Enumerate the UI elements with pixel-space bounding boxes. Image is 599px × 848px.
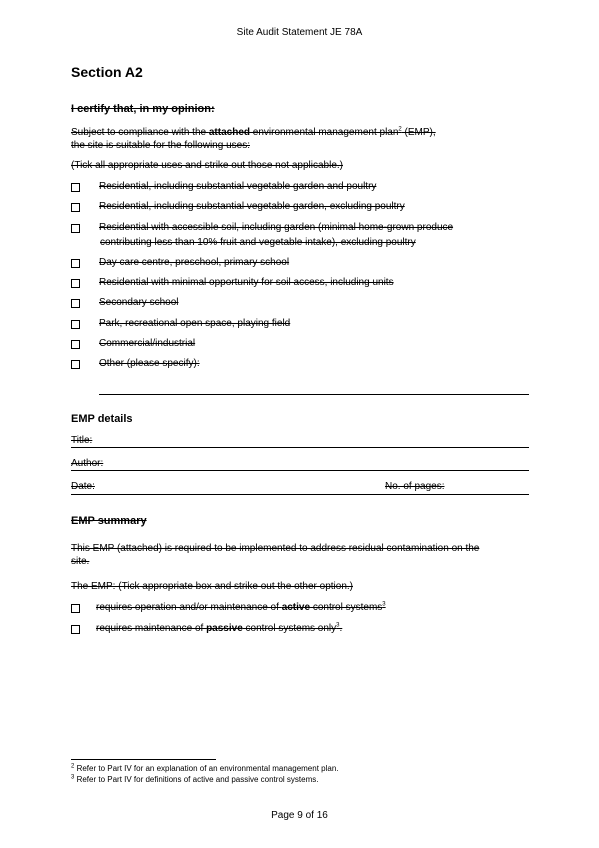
emp-option-passive-label	[96, 622, 342, 636]
emp-details-heading: EMP details	[71, 413, 133, 425]
checkbox[interactable]	[71, 625, 80, 634]
certify-line1-bold: attached	[208, 127, 250, 138]
use-label: Commercial/industrial	[99, 338, 196, 349]
emp-date-line[interactable]	[71, 494, 529, 495]
use-row[interactable]	[71, 317, 290, 331]
checkbox[interactable]	[71, 360, 80, 369]
use-label: Residential with accessible soil, including garden (minimal home-grown produce	[99, 222, 454, 233]
footnote-text: Refer to Part IV for an explanation of an environmental management plan.	[74, 764, 339, 773]
emp-summary-para-line2: site.	[71, 556, 90, 567]
footnote-separator	[71, 759, 216, 760]
emp-title-label: Title:	[71, 435, 93, 446]
use-row[interactable]	[71, 357, 200, 371]
opt1-post: control systems	[310, 602, 383, 613]
emp-option-active[interactable]	[71, 601, 386, 615]
emp-pages-label: No. of pages:	[385, 481, 445, 492]
opt1-pre: requires operation and/or maintenance of	[96, 602, 282, 613]
footnote-2	[71, 764, 339, 774]
use-label: Park, recreational open space, playing field	[99, 318, 291, 329]
footnote-number: 3	[71, 774, 75, 781]
opt2-end: .	[339, 623, 343, 634]
use-label: Residential with minimal opportunity for soil access, including units	[99, 277, 394, 288]
certify-line1-post: environmental management plan	[249, 127, 399, 138]
opt2-bold: passive	[206, 623, 243, 634]
checkbox[interactable]	[71, 299, 80, 308]
use-label: Day care centre, preschool, primary school	[99, 257, 290, 268]
use-row[interactable]	[71, 276, 394, 290]
other-specify-line[interactable]	[99, 394, 529, 395]
use-row[interactable]	[71, 256, 289, 270]
checkbox[interactable]	[71, 320, 80, 329]
opt2-pre: requires maintenance of	[96, 623, 207, 634]
checkbox[interactable]	[71, 259, 80, 268]
certify-line1-end: (EMP),	[401, 127, 436, 138]
certify-line1-pre: Subject to compliance with the	[71, 127, 209, 138]
emp-title-line[interactable]	[71, 447, 529, 448]
checkbox[interactable]	[71, 203, 80, 212]
section-title: Section A2	[71, 64, 143, 80]
use-label-continued: contributing less than 10% fruit and vegetable intake), excluding poultry	[100, 237, 416, 248]
certify-line2: the site is suitable for the following uses:	[71, 140, 250, 151]
footnote-3	[71, 775, 318, 785]
footnote-number: 2	[71, 763, 75, 770]
checkbox[interactable]	[71, 340, 80, 349]
use-label: Secondary school	[99, 297, 179, 308]
checkbox[interactable]	[71, 183, 80, 192]
checkbox[interactable]	[71, 224, 80, 233]
certify-instruction: (Tick all appropriate uses and strike out those not applicable.)	[71, 160, 343, 171]
use-label: Residential, including substantial vegetable garden and poultry	[99, 181, 377, 192]
emp-date-label: Date:	[71, 481, 95, 492]
emp-option-active-label	[96, 601, 386, 615]
checkbox[interactable]	[71, 604, 80, 613]
emp-author-label: Author:	[71, 458, 104, 469]
emp-summary-heading: EMP summary	[71, 515, 147, 527]
use-label: Residential, including substantial vegetable garden, excluding poultry	[99, 201, 405, 212]
opt2-post: control systems only	[242, 623, 337, 634]
checkbox[interactable]	[71, 279, 80, 288]
footnote-ref-2: 2	[398, 126, 402, 133]
use-row[interactable]	[71, 221, 453, 235]
use-label: Other (please specify):	[99, 358, 200, 369]
certify-heading: I certify that, in my opinion:	[71, 103, 215, 115]
page-header: Site Audit Statement JE 78A	[236, 27, 363, 38]
use-row[interactable]	[71, 180, 376, 194]
footnote-ref-3: 3	[336, 622, 340, 629]
emp-summary-instruction: The EMP: (Tick appropriate box and strike out the other option.)	[71, 581, 353, 592]
page-number: Page 9 of 16	[271, 810, 328, 821]
emp-author-line[interactable]	[71, 470, 529, 471]
footnote-text: Refer to Part IV for definitions of active and passive control systems.	[74, 775, 319, 784]
opt1-bold: active	[281, 602, 311, 613]
footnote-ref-3: 3	[382, 601, 386, 608]
use-row[interactable]	[71, 296, 179, 310]
emp-option-passive[interactable]	[71, 622, 342, 636]
emp-summary-para-line1: This EMP (attached) is required to be implemented to address residual contamination on the	[71, 543, 480, 554]
use-row[interactable]	[71, 200, 405, 214]
use-row[interactable]	[71, 337, 195, 351]
certify-line1	[71, 126, 436, 140]
